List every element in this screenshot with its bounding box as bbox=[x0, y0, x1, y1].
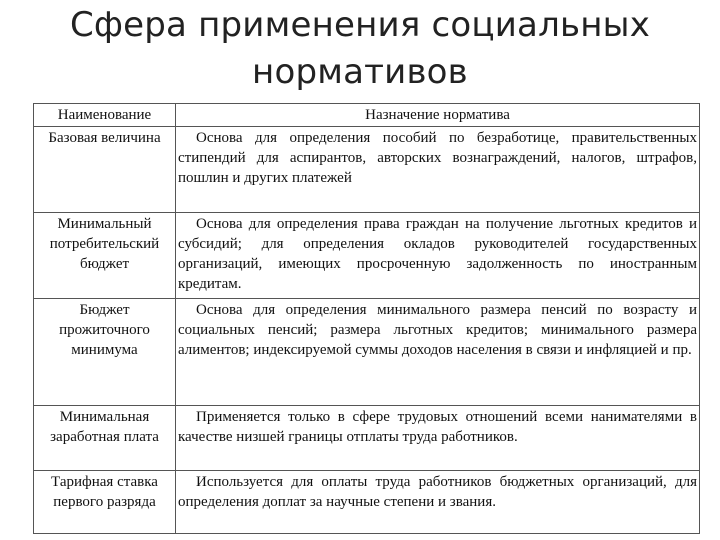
row-name: Бюджет прожиточного минимума bbox=[34, 299, 176, 406]
norms-table bbox=[33, 103, 700, 534]
row-name: Минимальный потребительский бюджет bbox=[34, 213, 176, 299]
table-row bbox=[34, 127, 700, 213]
table-row bbox=[34, 213, 700, 299]
row-purpose: Используется для оплаты труда работников бюджетных организаций, для определения доплат за научные степени и звания. bbox=[176, 471, 700, 534]
row-name: Тарифная ставка первого разряда bbox=[34, 471, 176, 534]
header-name: Наименование bbox=[34, 104, 176, 127]
row-purpose: Основа для определения права граждан на получение льготных кредитов и субсидий; для определения окладов руководителей государственных организаций, имеющих просроченную задолженность по иностранным кредитам. bbox=[176, 213, 700, 299]
table-row bbox=[34, 299, 700, 406]
table-row bbox=[34, 406, 700, 471]
row-name: Базовая величина bbox=[34, 127, 176, 213]
page-title: Сфера применения социальных нормативов bbox=[69, 5, 651, 92]
row-name: Минимальная заработная плата bbox=[34, 406, 176, 471]
header-purpose: Назначение норматива bbox=[176, 104, 700, 127]
row-purpose: Основа для определения минимального размера пенсий по возрасту и социальных пенсий; размера льготных кредитов; минимального размера алиментов; индексируемой суммы доходов населения в связи и инфляцией и пр. bbox=[176, 299, 700, 406]
table-row bbox=[34, 471, 700, 534]
table-header-row bbox=[34, 104, 700, 127]
row-purpose: Применяется только в сфере трудовых отношений всеми нанимателями в качестве низшей границы отплаты труда работников. bbox=[176, 406, 700, 471]
row-purpose: Основа для определения пособий по безработице, правительственных стипендий для аспирантов, авторских вознаграждений, налогов, штрафов, пошлин и других платежей bbox=[176, 127, 700, 213]
